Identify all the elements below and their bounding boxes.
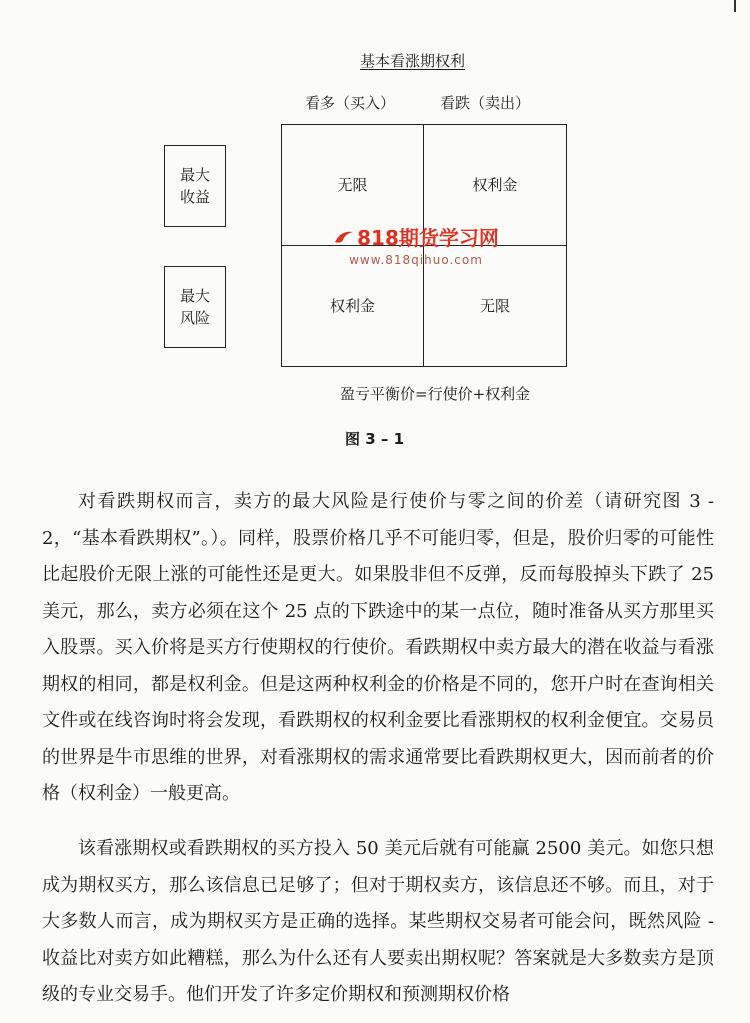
cell-buy-max-risk: 权利金 <box>282 246 424 367</box>
paragraph-1-text: 对看跌期权而言，卖方的最大风险是行使价与零之间的价差（请研究图 3 - 2，“基本看跌期权”。）。同样，股票价格几乎不可能归零，但是，股价归零的可能性比起股价无限上涨的可能性还是更大。如果股非但不反弹，反而每股掉头下跌了 25 美元，那么，卖方必须在这个 25 点的下跌途中的某一点位，随时准备从买方那里买入股票。买入价将是买方行使期权的行使价。看跌期权中卖方最大的潜在收益与看涨期权的相同，都是权利金。但是这两种权利金的价格是不同的，您开户时在查询相关文件或在线咨询时将会发现，看跌期权的权利金要比看涨期权的权利金便宜。交易员的世界是牛市思维的世界，对看涨期权的需求通常要比看跌期权更大，因而前者的价格（权利金）一般更高。 <box>42 491 714 804</box>
row-label-max-risk-text: 最大风险 <box>179 287 210 327</box>
paragraph-2-text: 该看涨期权或看跌期权的买方投入 50 美元后就有可能赢 2500 美元。如您只想成为期权买方，那么该信息已足够了；但对于期权卖方，该信息还不够。而且，对于大多数人而言，成为期权买方是正确的选择。某些期权交易者可能会问，既然风险 - 收益比对卖方如此糟糕，那么为什么还有人要卖出期权呢？答案就是大多数卖方是顶级的专业交易手。他们开发了许多定价期权和预测期权价格 <box>42 838 714 1005</box>
cell-buy-max-gain: 无限 <box>282 125 424 246</box>
paragraph-1 <box>42 484 714 813</box>
row-label-max-risk <box>164 266 226 348</box>
cell-sell-max-gain: 权利金 <box>424 125 566 246</box>
flame-icon <box>333 228 355 246</box>
watermark <box>326 222 506 267</box>
column-header-sell: 看跌（卖出） <box>440 94 531 112</box>
cell-sell-max-risk: 无限 <box>479 297 510 316</box>
page-corner-mark <box>734 0 736 12</box>
watermark-text: 818期货学习网 <box>357 226 499 250</box>
breakeven-formula: 盈亏平衡价=行使价+权利金 <box>340 385 531 403</box>
column-header-buy: 看多（买入） <box>305 94 396 112</box>
watermark-logo <box>326 222 506 251</box>
row-label-max-gain-text: 最大收益 <box>179 166 210 206</box>
row-label-max-gain <box>164 145 226 227</box>
watermark-url: www.818qihuo.com <box>349 253 483 267</box>
paragraph-2 <box>42 831 714 1014</box>
figure-caption: 图 3 – 1 <box>345 430 405 448</box>
figure-title: 基本看涨期权利 <box>360 52 466 70</box>
